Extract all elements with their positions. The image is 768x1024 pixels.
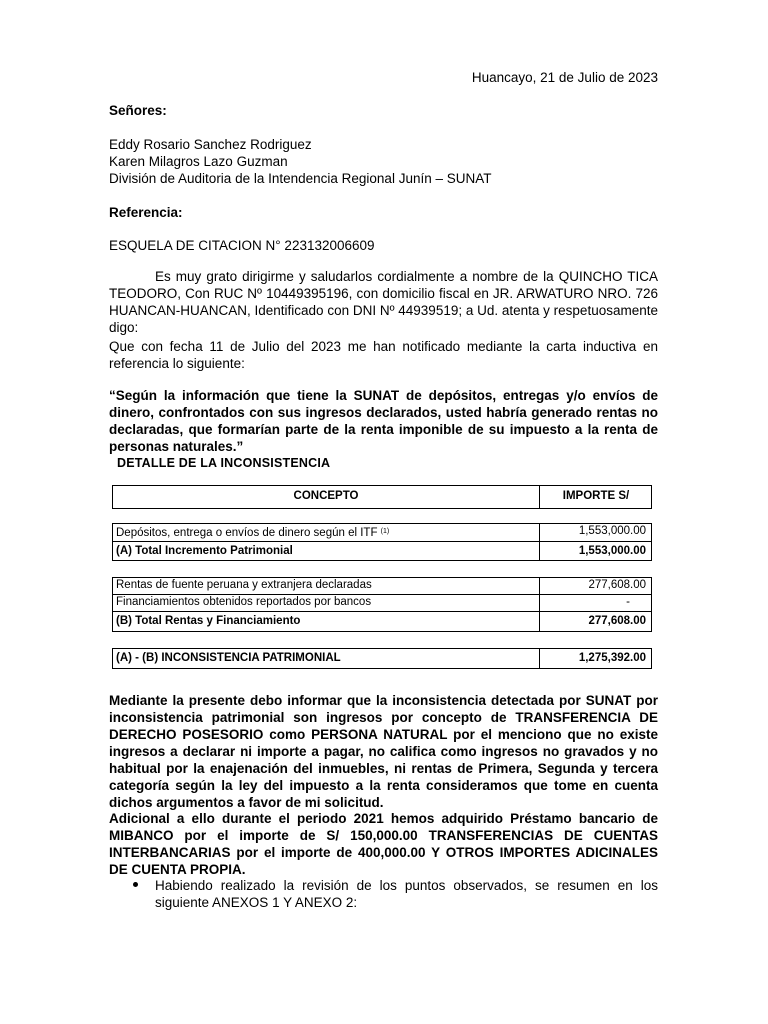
row-fin-value: - [626, 596, 630, 608]
recipient-line: División de Auditoria de la Intendencia Regional Junín – SUNAT [109, 171, 492, 186]
reference-value: ESQUELA DE CITACION N° 223132006609 [109, 238, 375, 253]
date-line: Huancayo, 21 de Julio de 2023 [471, 70, 658, 85]
additional-paragraph: Adicional a ello durante el periodo 2021 hemos adquirido Préstamo bancario de MIBANCO por el importe de S/ 150,000.00 TRANSFERENCIAS DE CUENTAS INTERBANCARIAS por el importe de 400,000.00 Y OTROS IMPORTES ADICINALES DE CUENTA PROPIA. [109, 811, 658, 877]
row-itf-text: Depósitos, entrega o envíos de dinero según el ITF [116, 527, 378, 539]
row-divider [112, 611, 652, 612]
difference-label: (A) - (B) INCONSISTENCIA PATRIMONIAL [116, 652, 341, 664]
footnote-marker: (1) [380, 528, 390, 535]
recipient-line: Karen Milagros Lazo Guzman [109, 154, 288, 169]
row-rentas-value: 277,608.00 [588, 579, 646, 591]
reference-label: Referencia: [109, 205, 183, 220]
total-b-label: (B) Total Rentas y Financiamiento [116, 615, 301, 627]
salutation: Señores: [109, 103, 167, 118]
row-itf-value: 1,553,000.00 [578, 525, 646, 537]
inform-paragraph: Mediante la presente debo informar que la inconsistencia detectada por SUNAT por inconsistencia patrimonial son ingresos por concepto de TRANSFERENCIA DE DERECHO POSESORIO como PERSONA NATURAL por el menciono que no existe ingresos a declarar ni importe a pagar, no califica como ingresos no gravados y no habitual por la enajenación del inmuebles, ni rentas de Primera, Segunda y tercera categoría según la ley del impuesto a la renta consideramos que tome en cuenta dichos argumentos a favor de mi solicitud. [109, 693, 658, 810]
total-a-label: (A) Total Incremento Patrimonial [116, 545, 293, 557]
recipient-line: Eddy Rosario Sanchez Rodriguez [109, 137, 312, 152]
header-concept: CONCEPTO [293, 490, 359, 502]
notified-paragraph: Que con fecha 11 de Julio del 2023 me han notificado mediante la carta inductiva en referencia lo siguiente: [109, 339, 658, 371]
table-title: DETALLE DE LA INCONSISTENCIA [117, 456, 331, 470]
difference-value: 1,275,392.00 [578, 652, 646, 664]
bullet-item: Habiendo realizado la revisión de los puntos observados, se resumen en los siguiente ANEXOS 1 Y ANEXO 2: [155, 878, 658, 910]
total-b-value: 277,608.00 [588, 615, 646, 627]
bullet-icon [133, 882, 138, 887]
header-amount: IMPORTE S/ [562, 490, 630, 502]
intro-paragraph: Es muy grato dirigirme y saludarlos cordialmente a nombre de la QUINCHO TICA TEODORO, Con RUC Nº 10449395196, con domicilio fiscal en JR. ARWATURO NRO. 726 HUANCAN-HUANCAN, Identificado con DNI Nº 44939519; a Ud. atenta y respetuosamente digo: [109, 269, 658, 335]
row-fin-label: Financiamientos obtenidos reportados por bancos [116, 596, 372, 608]
quote-paragraph: “Según la información que tiene la SUNAT de depósitos, entregas y/o envíos de dinero, confrontados con sus ingresos declarados, usted habría generado rentas no declaradas, que formarían parte de la renta imponible de su impuesto a la renta de personas naturales.” [109, 388, 658, 454]
row-itf-label [116, 525, 536, 542]
total-a-value: 1,553,000.00 [578, 545, 646, 557]
row-rentas-label: Rentas de fuente peruana y extranjera declaradas [116, 579, 372, 591]
